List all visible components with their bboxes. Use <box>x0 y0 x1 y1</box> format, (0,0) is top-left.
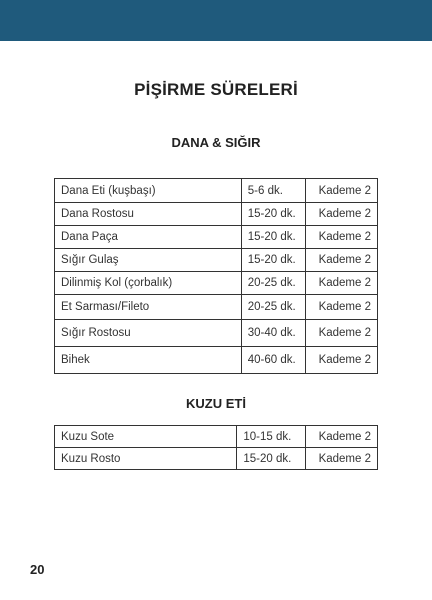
row-level: Kademe 2 <box>306 226 378 249</box>
table-row <box>55 179 378 203</box>
table-row <box>55 448 378 470</box>
row-name: Bihek <box>55 347 242 374</box>
table-row <box>55 249 378 272</box>
row-level: Kademe 2 <box>305 426 377 448</box>
row-level: Kademe 2 <box>306 249 378 272</box>
row-time: 15-20 dk. <box>241 203 305 226</box>
table-row <box>55 347 378 374</box>
row-name: Dilinmiş Kol (çorbalık) <box>55 272 242 295</box>
row-name: Kuzu Rosto <box>55 448 237 470</box>
table-row <box>55 272 378 295</box>
table-row <box>55 295 378 320</box>
row-name: Dana Rostosu <box>55 203 242 226</box>
row-level: Kademe 2 <box>306 272 378 295</box>
row-time: 15-20 dk. <box>237 448 305 470</box>
section-title-lamb: KUZU ETİ <box>186 396 246 411</box>
row-time: 30-40 dk. <box>241 320 305 347</box>
table-row <box>55 320 378 347</box>
row-name: Sığır Gulaş <box>55 249 242 272</box>
row-level: Kademe 2 <box>306 179 378 203</box>
row-level: Kademe 2 <box>306 295 378 320</box>
row-time: 10-15 dk. <box>237 426 305 448</box>
row-level: Kademe 2 <box>306 347 378 374</box>
row-time: 5-6 dk. <box>241 179 305 203</box>
row-name: Et Sarması/Fileto <box>55 295 242 320</box>
table-row <box>55 226 378 249</box>
row-time: 20-25 dk. <box>241 295 305 320</box>
table-row <box>55 426 378 448</box>
row-level: Kademe 2 <box>306 320 378 347</box>
beef-cooking-table <box>54 178 378 374</box>
row-name: Kuzu Sote <box>55 426 237 448</box>
row-time: 20-25 dk. <box>241 272 305 295</box>
section-title-beef: DANA & SIĞIR <box>171 135 261 150</box>
table-row <box>55 203 378 226</box>
row-time: 15-20 dk. <box>241 249 305 272</box>
row-time: 40-60 dk. <box>241 347 305 374</box>
header-band <box>0 0 432 41</box>
lamb-cooking-table <box>54 425 378 470</box>
row-name: Sığır Rostosu <box>55 320 242 347</box>
page-number: 20 <box>30 562 45 577</box>
row-name: Dana Paça <box>55 226 242 249</box>
row-time: 15-20 dk. <box>241 226 305 249</box>
row-level: Kademe 2 <box>306 203 378 226</box>
row-level: Kademe 2 <box>305 448 377 470</box>
page-title: PİŞİRME SÜRELERİ <box>134 80 298 99</box>
row-name: Dana Eti (kuşbaşı) <box>55 179 242 203</box>
